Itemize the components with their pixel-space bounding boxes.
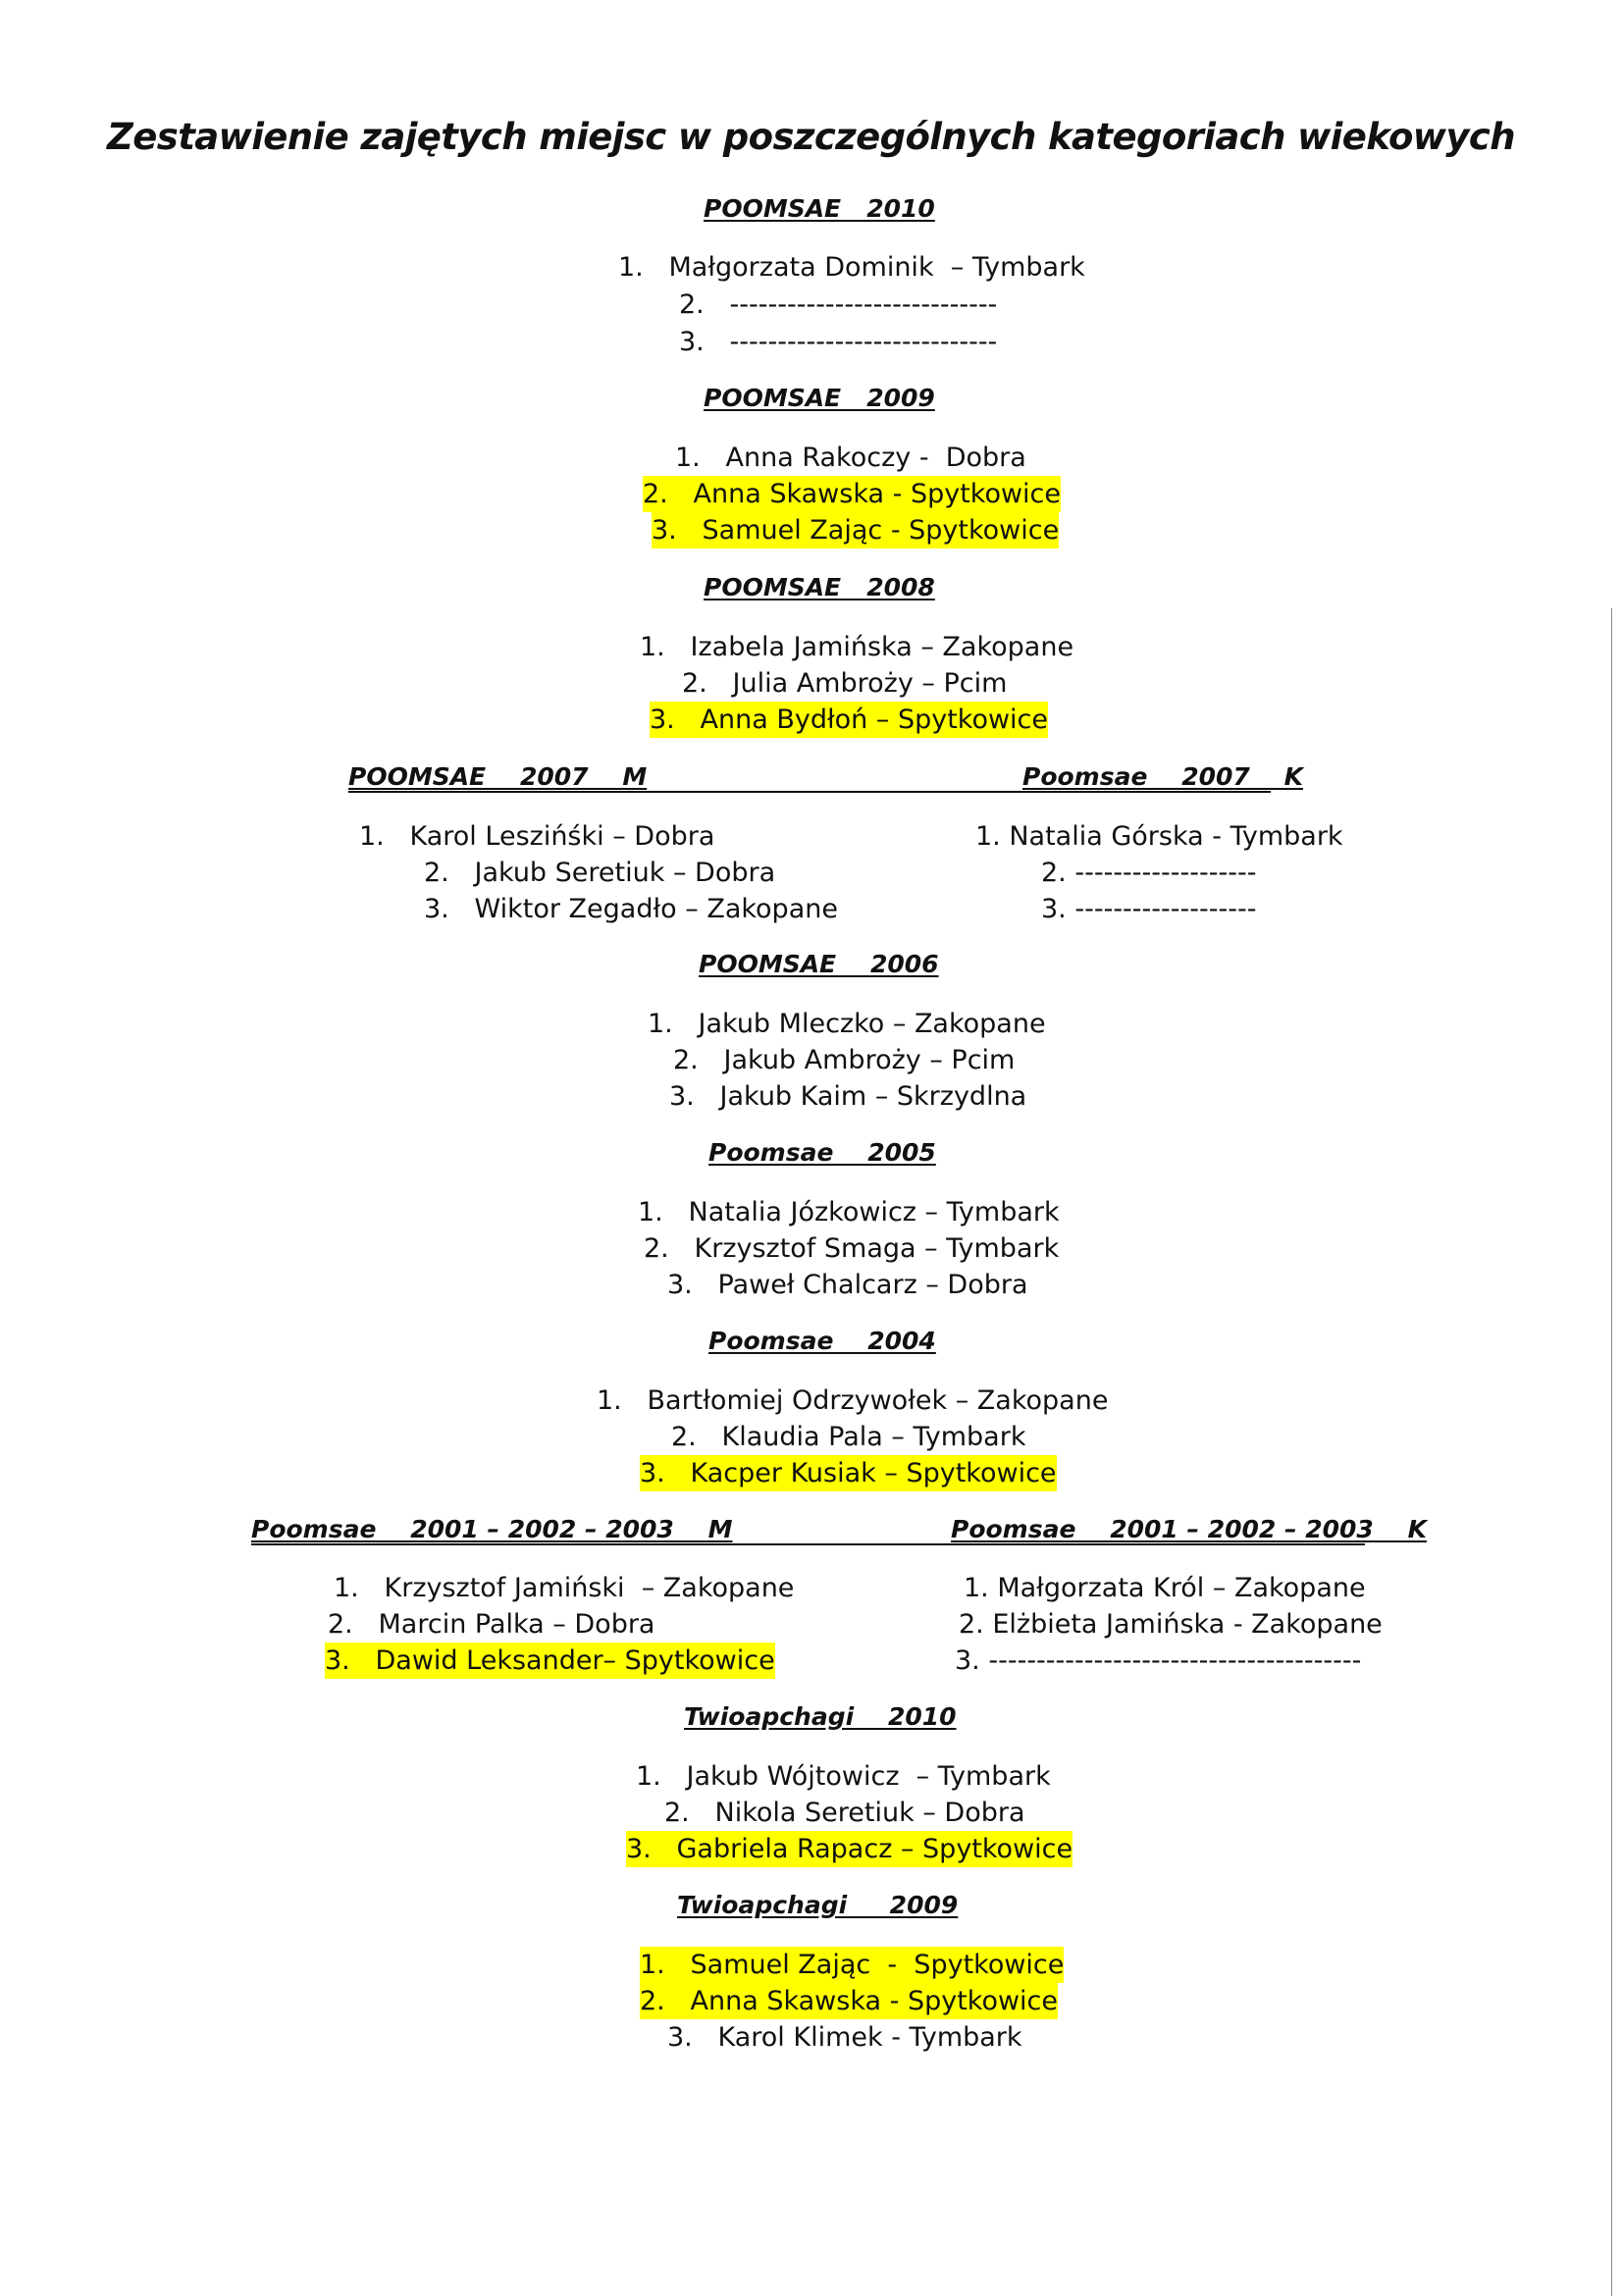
result-row: 1. Małgorzata Król – Zakopane bbox=[964, 1573, 1366, 1603]
result-row: 1. Karol Leszińśki – Dobra bbox=[359, 821, 715, 852]
result-row: 1. Małgorzata Dominik – Tymbark bbox=[618, 252, 1085, 283]
result-row: 3. Karol Klimek - Tymbark bbox=[667, 2022, 1022, 2053]
result-row: 2. Jakub Ambroży – Pcim bbox=[673, 1045, 1016, 1075]
result-row-highlighted: 2. Anna Skawska - Spytkowice bbox=[643, 476, 1061, 512]
result-row: 3. ---------------------------- bbox=[679, 327, 998, 357]
section-heading-poomsae-2010: POOMSAE 2010 bbox=[704, 194, 935, 223]
result-row: 1. Natalia Józkowicz – Tymbark bbox=[638, 1197, 1060, 1227]
result-row: 3. --------------------------------------- bbox=[955, 1645, 1362, 1676]
result-row-highlighted: 3. Anna Bydłoń – Spytkowice bbox=[650, 702, 1048, 738]
section-heading-poomsae-2009: POOMSAE 2009 bbox=[704, 384, 935, 412]
result-row: 3. Wiktor Zegadło – Zakopane bbox=[424, 894, 838, 924]
result-row: 2. Marcin Palka – Dobra bbox=[328, 1609, 655, 1640]
result-row-highlighted: 2. Anna Skawska - Spytkowice bbox=[640, 1983, 1058, 2019]
result-row: 1. Bartłomiej Odrzywołek – Zakopane bbox=[597, 1385, 1109, 1416]
section-heading-poomsae-2007-m: POOMSAE 2007 M bbox=[348, 762, 648, 791]
result-row-highlighted: 3. Kacper Kusiak – Spytkowice bbox=[640, 1455, 1057, 1491]
result-row: 2. Klaudia Pala – Tymbark bbox=[671, 1422, 1026, 1452]
heading-rule bbox=[348, 791, 1271, 793]
result-row: 3. ------------------- bbox=[1041, 894, 1257, 924]
result-row: 2. Julia Ambroży – Pcim bbox=[682, 668, 1008, 699]
section-heading-poomsae-2007-k: Poomsae 2007 K bbox=[1022, 762, 1304, 791]
section-heading-poomsae-2001-2003-m: Poomsae 2001 – 2002 – 2003 M bbox=[251, 1515, 733, 1543]
result-row: 1. Jakub Mleczko – Zakopane bbox=[648, 1009, 1046, 1039]
result-row: 1. Natalia Górska - Tymbark bbox=[975, 821, 1343, 852]
section-heading-poomsae-2004: Poomsae 2004 bbox=[708, 1327, 936, 1355]
result-row: 2. Krzysztof Smaga – Tymbark bbox=[644, 1233, 1060, 1264]
result-row: 3. Paweł Chalcarz – Dobra bbox=[667, 1270, 1028, 1300]
result-row: 3. Jakub Kaim – Skrzydlna bbox=[669, 1081, 1027, 1112]
result-row: 2. ------------------- bbox=[1041, 858, 1257, 888]
result-row-highlighted: 3. Dawid Leksander– Spytkowice bbox=[325, 1643, 775, 1679]
section-heading-twioapchagi-2010: Twioapchagi 2010 bbox=[684, 1702, 957, 1731]
section-heading-twioapchagi-2009: Twioapchagi 2009 bbox=[677, 1891, 959, 1919]
result-row: 1. Anna Rakoczy - Dobra bbox=[675, 443, 1026, 473]
result-row: 2. Elżbieta Jamińska - Zakopane bbox=[959, 1609, 1383, 1640]
result-row-highlighted: 3. Samuel Zając - Spytkowice bbox=[652, 512, 1059, 548]
section-heading-poomsae-2005: Poomsae 2005 bbox=[708, 1138, 936, 1167]
scan-edge-line bbox=[1611, 608, 1612, 2296]
heading-rule bbox=[251, 1543, 1365, 1545]
result-row: 1. Jakub Wójtowicz – Tymbark bbox=[636, 1761, 1051, 1792]
section-heading-poomsae-2008: POOMSAE 2008 bbox=[704, 573, 935, 601]
result-row: 2. ---------------------------- bbox=[679, 289, 998, 320]
section-heading-poomsae-2001-2003-k: Poomsae 2001 – 2002 – 2003 K bbox=[951, 1515, 1427, 1543]
result-row: 2. Nikola Seretiuk – Dobra bbox=[664, 1798, 1025, 1828]
result-row-highlighted: 1. Samuel Zając - Spytkowice bbox=[640, 1947, 1064, 1983]
result-row: 1. Krzysztof Jamiński – Zakopane bbox=[334, 1573, 795, 1603]
section-heading-poomsae-2006: POOMSAE 2006 bbox=[699, 950, 939, 978]
result-row: 1. Izabela Jamińska – Zakopane bbox=[640, 632, 1074, 662]
result-row: 2. Jakub Seretiuk – Dobra bbox=[424, 858, 776, 888]
result-row-highlighted: 3. Gabriela Rapacz – Spytkowice bbox=[626, 1831, 1073, 1867]
page-title: Zestawienie zajętych miejsc w poszczególnych kategoriach wiekowych bbox=[107, 116, 1515, 158]
